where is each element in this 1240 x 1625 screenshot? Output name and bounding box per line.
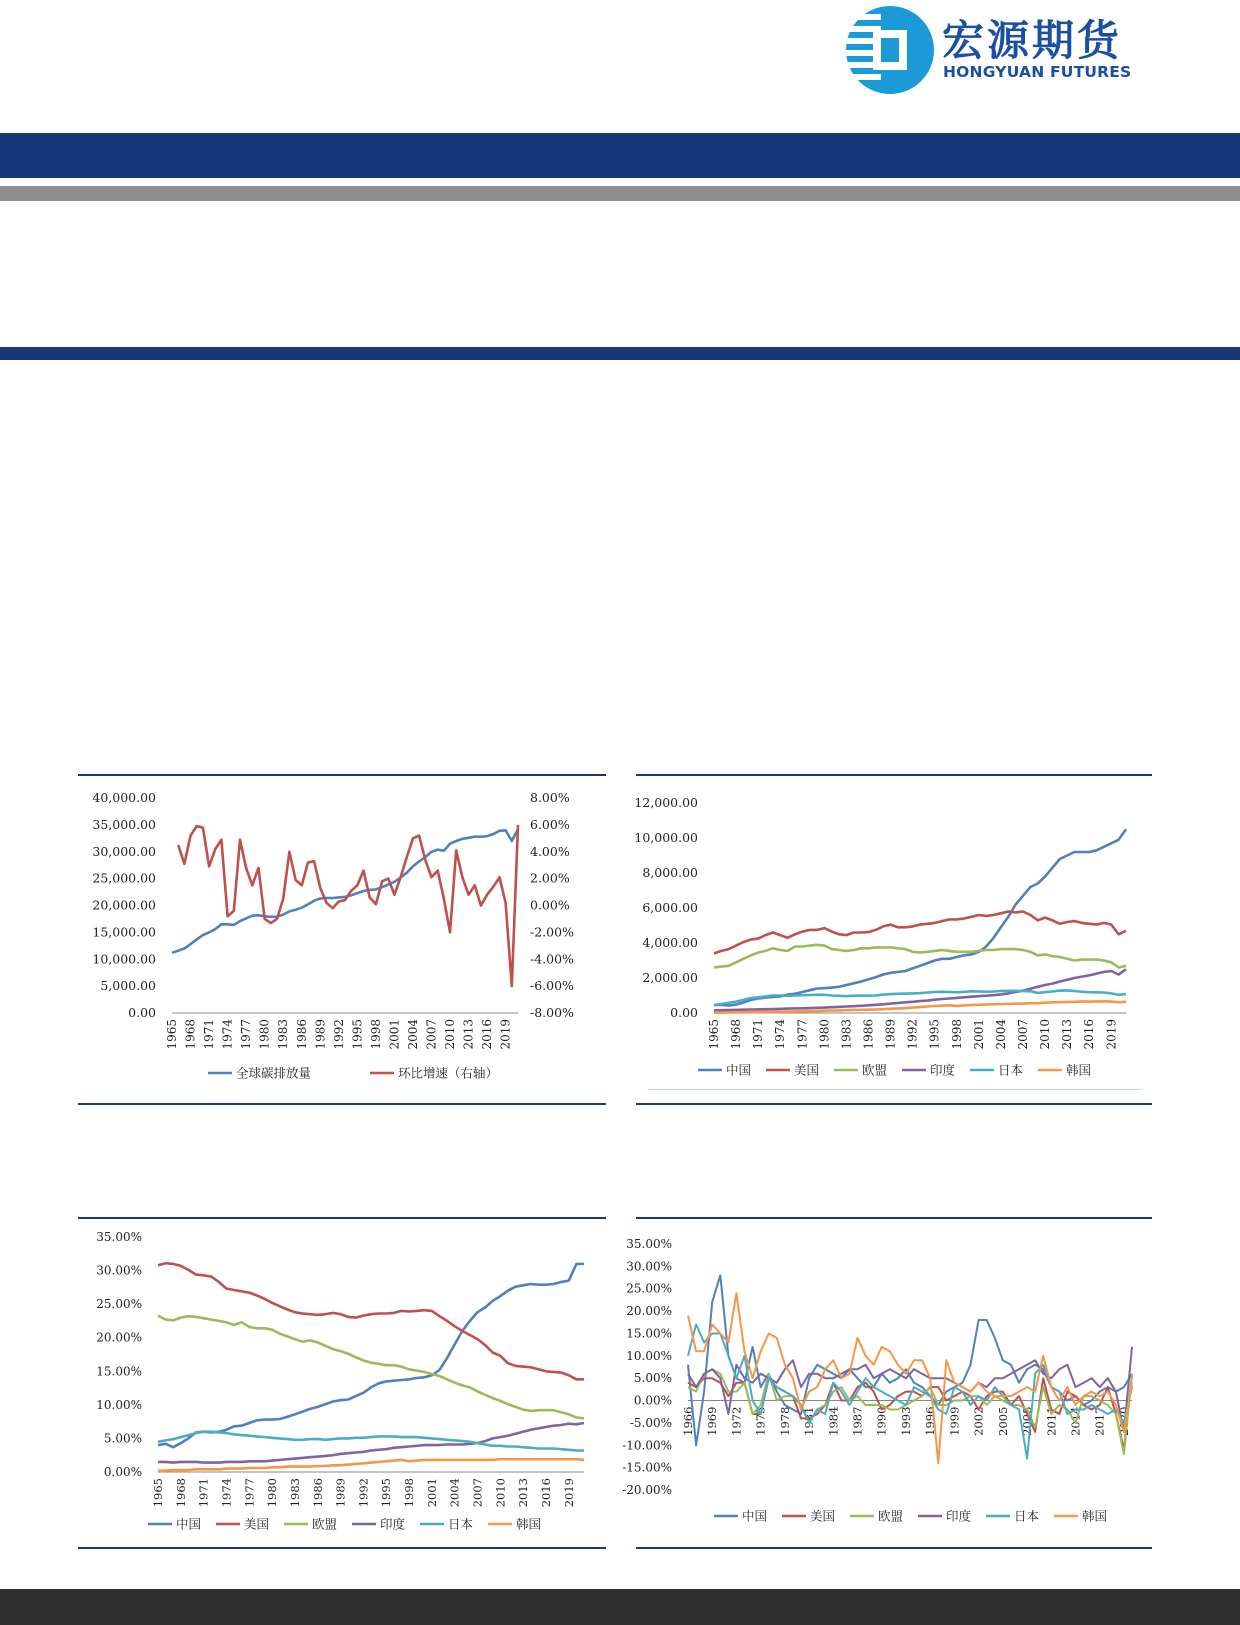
- x-tick-label: 1998: [949, 1019, 964, 1050]
- y2-tick-label: 2.00%: [530, 870, 570, 886]
- x-tick-label: 1980: [265, 1478, 280, 1508]
- y-tick-label: 35,000.00: [92, 816, 156, 832]
- x-tick-label: 2019: [1104, 1019, 1119, 1050]
- x-tick-label: 1966: [681, 1406, 695, 1436]
- y-tick-label: 15.00%: [96, 1364, 142, 1379]
- y-tick-label: 15.00%: [626, 1326, 672, 1341]
- legend-label: 印度: [946, 1508, 972, 1524]
- x-tick-label: 2013: [1060, 1019, 1075, 1050]
- y-tick-label: 6,000.00: [642, 900, 698, 915]
- x-tick-label: 1989: [883, 1019, 898, 1050]
- x-tick-label: 1968: [173, 1478, 188, 1508]
- series-line: [714, 912, 1126, 954]
- x-tick-label: 1977: [242, 1478, 257, 1508]
- x-tick-label: 2019: [561, 1478, 576, 1508]
- x-tick-label: 1995: [379, 1478, 394, 1508]
- x-tick-label: 1995: [927, 1019, 942, 1050]
- x-tick-label: 2017: [1092, 1406, 1107, 1436]
- x-tick-label: 2007: [424, 1019, 439, 1050]
- legend-label: 欧盟: [862, 1062, 888, 1078]
- x-tick-label: 1969: [705, 1406, 720, 1436]
- chart-country-growth: [622, 1222, 1152, 1544]
- header-band: [0, 133, 1240, 178]
- x-tick-label: 1983: [276, 1019, 291, 1050]
- x-tick-label: 2016: [1082, 1019, 1097, 1050]
- chart-global-emissions: [80, 780, 606, 1100]
- x-tick-label: 1989: [313, 1019, 328, 1050]
- x-tick-label: 2014: [1068, 1406, 1083, 1436]
- y2-tick-label: -2.00%: [530, 924, 574, 940]
- y-tick-label: 40,000.00: [92, 790, 156, 805]
- x-tick-label: 1971: [196, 1478, 211, 1508]
- x-tick-label: 1980: [817, 1019, 832, 1050]
- logo-title: 宏源期货: [942, 16, 1123, 65]
- x-tick-label: 2005: [995, 1406, 1010, 1436]
- legend-label: 中国: [742, 1508, 768, 1524]
- series-line: [158, 1423, 584, 1463]
- legend-label: 印度: [380, 1516, 406, 1532]
- legend-label: 中国: [176, 1516, 202, 1532]
- x-tick-label: 1998: [368, 1019, 383, 1050]
- legend-label: 日本: [1014, 1508, 1040, 1524]
- y-tick-label: 30.00%: [96, 1263, 142, 1278]
- y-tick-label: 10.00%: [626, 1348, 672, 1363]
- y-tick-label: 5,000.00: [100, 978, 156, 994]
- x-tick-label: 1993: [898, 1406, 913, 1436]
- y-tick-label: -15.00%: [622, 1460, 672, 1475]
- panel-rule: [636, 1103, 1152, 1105]
- x-tick-label: 1989: [333, 1478, 348, 1508]
- series-line: [714, 829, 1126, 1005]
- series-line: [158, 1459, 584, 1471]
- legend-label: 美国: [810, 1508, 836, 1524]
- y-tick-label: 10,000.00: [634, 830, 698, 845]
- x-tick-label: 1992: [331, 1019, 346, 1050]
- y-tick-label: 35.00%: [626, 1237, 672, 1251]
- x-tick-label: 1990: [874, 1406, 889, 1436]
- panel-rule: [78, 1103, 606, 1105]
- x-tick-label: 1996: [923, 1406, 938, 1436]
- x-tick-label: 1975: [753, 1406, 768, 1436]
- x-tick-label: 2010: [493, 1478, 508, 1508]
- x-tick-label: 2001: [387, 1019, 402, 1050]
- x-tick-label: 1986: [861, 1019, 876, 1050]
- series-line: [714, 1001, 1126, 1012]
- y-tick-label: 8,000.00: [642, 865, 698, 880]
- y-tick-label: 35.00%: [96, 1230, 142, 1244]
- logo-subtitle: HONGYUAN FUTURES: [943, 63, 1132, 81]
- x-tick-label: 2002: [971, 1406, 986, 1436]
- y2-tick-label: -4.00%: [530, 951, 574, 967]
- panel-rule: [78, 774, 606, 776]
- x-tick-label: 1983: [839, 1019, 854, 1050]
- x-tick-label: 2004: [993, 1019, 1008, 1050]
- y-tick-label: 0.00: [670, 1005, 698, 1020]
- x-tick-label: 1984: [826, 1406, 841, 1436]
- x-tick-label: 2013: [516, 1478, 531, 1508]
- x-tick-label: 1971: [751, 1019, 766, 1050]
- x-tick-label: 2008: [1020, 1406, 1035, 1436]
- y-tick-label: 20,000.00: [92, 897, 156, 913]
- chart-country-share: [80, 1222, 606, 1544]
- x-tick-label: 2020: [1116, 1406, 1131, 1436]
- x-tick-label: 1965: [707, 1019, 721, 1050]
- x-tick-label: 2019: [498, 1019, 513, 1050]
- x-tick-label: 2011: [1044, 1406, 1059, 1436]
- y-tick-label: -5.00%: [629, 1415, 672, 1430]
- series-line: [158, 1264, 584, 1447]
- y-tick-label: 25.00%: [96, 1297, 142, 1312]
- y-tick-label: -20.00%: [622, 1483, 672, 1497]
- y2-tick-label: 4.00%: [530, 843, 570, 859]
- y-tick-label: 5.00%: [103, 1431, 142, 1446]
- x-tick-label: 1974: [220, 1019, 235, 1050]
- legend-label: 日本: [998, 1062, 1024, 1078]
- legend-label: 中国: [726, 1062, 752, 1078]
- x-tick-label: 1983: [287, 1478, 302, 1508]
- y-tick-label: 20.00%: [96, 1330, 142, 1345]
- y-tick-label: 15,000.00: [92, 924, 156, 940]
- x-tick-label: 2004: [405, 1019, 420, 1050]
- legend-label: 韩国: [1066, 1062, 1092, 1078]
- y-tick-label: 25.00%: [626, 1281, 672, 1296]
- x-tick-label: 1974: [219, 1478, 234, 1508]
- legend-label: 环比增速（右轴）: [398, 1065, 499, 1081]
- x-tick-label: 2004: [447, 1478, 462, 1508]
- y2-tick-label: -8.00%: [530, 1005, 574, 1020]
- x-tick-label: 1968: [729, 1019, 744, 1050]
- y-tick-label: 20.00%: [626, 1304, 672, 1319]
- x-tick-label: 1965: [151, 1478, 165, 1508]
- legend-label: 日本: [448, 1516, 474, 1532]
- x-tick-label: 1992: [905, 1019, 920, 1050]
- y-tick-label: 0.00: [128, 1005, 156, 1020]
- x-tick-label: 1995: [350, 1019, 365, 1050]
- series-line: [178, 825, 518, 986]
- y2-tick-label: 0.00%: [530, 897, 570, 913]
- y-tick-label: 30,000.00: [92, 843, 156, 859]
- x-tick-label: 1987: [850, 1406, 865, 1436]
- x-tick-label: 2007: [1016, 1019, 1030, 1050]
- y-tick-label: -10.00%: [622, 1438, 672, 1453]
- legend-separator: [648, 1089, 1142, 1090]
- series-line: [158, 1432, 584, 1451]
- x-tick-label: 2007: [470, 1478, 485, 1508]
- footer-bar: [0, 1589, 1240, 1625]
- x-tick-label: 1968: [183, 1019, 198, 1050]
- logo-mark-icon: [843, 4, 938, 96]
- y-tick-label: 4,000.00: [642, 935, 698, 950]
- x-tick-label: 2001: [971, 1019, 986, 1050]
- x-tick-label: 1978: [777, 1406, 792, 1436]
- legend-label: 印度: [930, 1062, 956, 1078]
- panel-rule: [636, 774, 1152, 776]
- legend-label: 欧盟: [312, 1516, 338, 1532]
- panel-rule: [636, 1217, 1152, 1219]
- x-tick-label: 1971: [202, 1019, 217, 1050]
- x-tick-label: 1977: [239, 1019, 254, 1050]
- x-tick-label: 2010: [1038, 1019, 1053, 1050]
- x-tick-label: 2001: [424, 1478, 439, 1508]
- series-line: [688, 1293, 1132, 1463]
- header-stripe: [0, 186, 1240, 201]
- y-tick-label: 5.00%: [633, 1371, 672, 1386]
- y-tick-label: 10.00%: [96, 1397, 142, 1412]
- y-tick-label: 30.00%: [626, 1259, 672, 1274]
- x-tick-label: 1980: [257, 1019, 272, 1050]
- y-tick-label: 0.00%: [103, 1465, 142, 1479]
- x-tick-label: 1998: [402, 1478, 417, 1508]
- x-tick-label: 2016: [538, 1478, 553, 1508]
- legend-label: 美国: [244, 1516, 270, 1532]
- x-tick-label: 1972: [729, 1406, 744, 1436]
- panel-rule: [78, 1217, 606, 1219]
- panel-rule: [636, 1547, 1152, 1549]
- x-tick-label: 2013: [461, 1019, 476, 1050]
- x-tick-label: 1986: [310, 1478, 325, 1508]
- y-tick-label: 10,000.00: [92, 951, 156, 967]
- y2-tick-label: -6.00%: [530, 978, 574, 994]
- legend-label: 全球碳排放量: [236, 1065, 312, 1081]
- x-tick-label: 2010: [443, 1019, 458, 1050]
- x-tick-label: 1977: [795, 1019, 810, 1050]
- x-tick-label: 1992: [356, 1478, 371, 1508]
- x-tick-label: 1986: [294, 1019, 309, 1050]
- legend-label: 美国: [794, 1062, 820, 1078]
- y-tick-label: 0.00%: [633, 1393, 672, 1408]
- y2-tick-label: 8.00%: [530, 790, 570, 805]
- x-tick-label: 1974: [773, 1019, 788, 1050]
- y2-tick-label: 6.00%: [530, 816, 570, 832]
- series-line: [714, 945, 1126, 968]
- x-tick-label: 1981: [802, 1406, 817, 1436]
- x-tick-label: 2016: [480, 1019, 495, 1050]
- y-tick-label: 25,000.00: [92, 870, 156, 886]
- legend-label: 韩国: [1082, 1508, 1108, 1524]
- section-band: [0, 347, 1240, 360]
- y-tick-label: 2,000.00: [642, 970, 698, 985]
- x-tick-label: 1999: [947, 1406, 962, 1436]
- chart-country-emissions: [634, 780, 1152, 1088]
- legend-label: 欧盟: [878, 1508, 904, 1524]
- panel-rule: [78, 1547, 606, 1549]
- y-tick-label: 12,000.00: [634, 795, 698, 810]
- legend-label: 韩国: [516, 1516, 542, 1532]
- x-tick-label: 1965: [165, 1019, 179, 1050]
